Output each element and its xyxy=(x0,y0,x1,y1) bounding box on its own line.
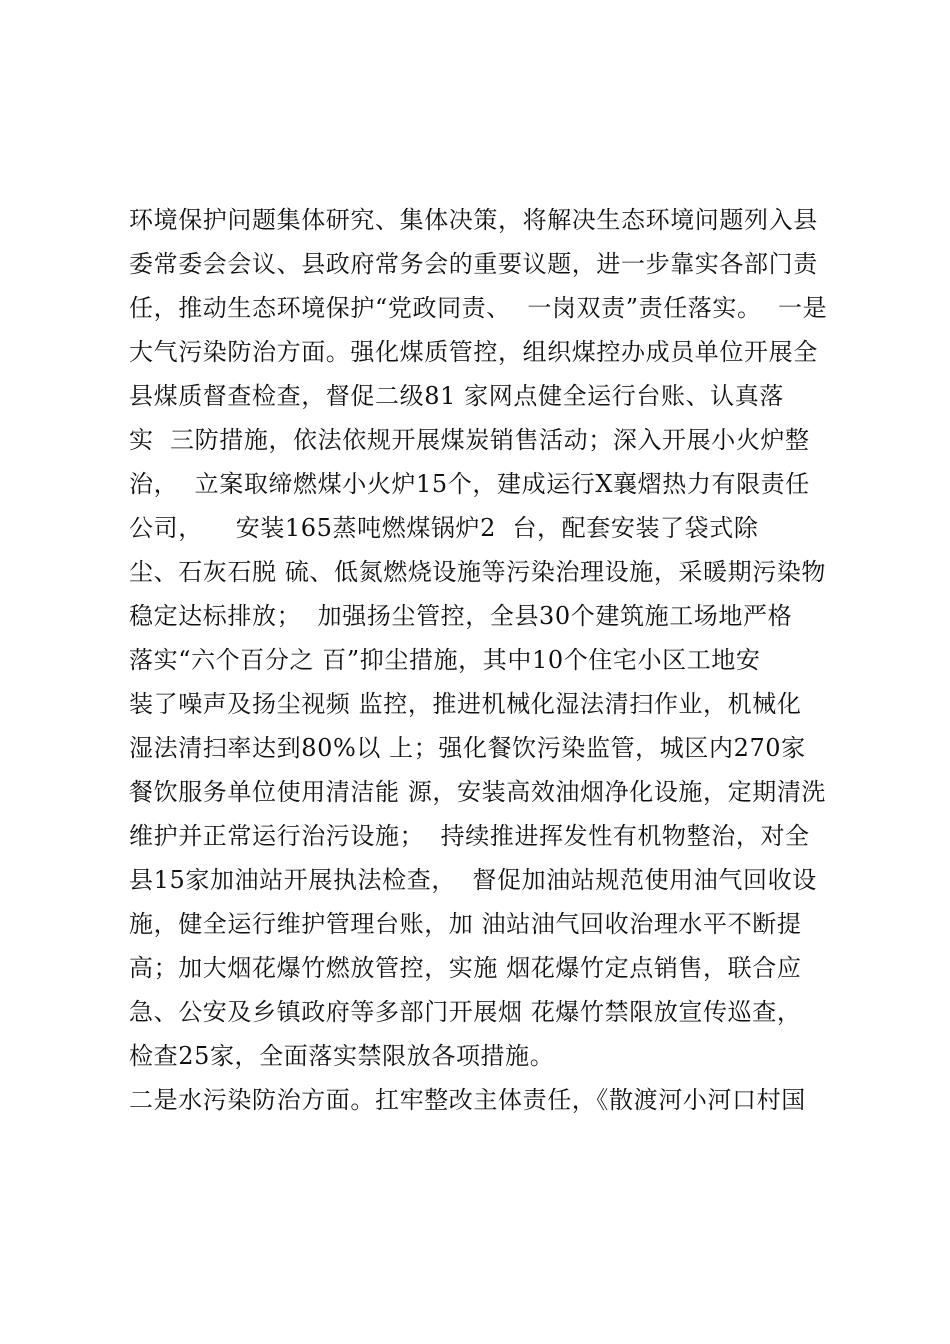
paragraph-line: 委常委会会议、县政府常务会的重要议题，进一步靠实各部门责 xyxy=(129,250,818,278)
paragraph-line: 湿法清扫率达到80%以 上；强化餐饮污染监管，城区内270家 xyxy=(129,734,806,762)
paragraph-line: 维护并正常运行治污设施； 持续推进挥发性有机物整治，对全 xyxy=(129,822,810,850)
paragraph-line: 装了噪声及扬尘视频 监控，推进机械化湿法清扫作业，机械化 xyxy=(129,690,802,718)
paragraph-line: 县15家加油站开展执法检查， 督促加油站规范使用油气回收设 xyxy=(129,866,817,894)
paragraph-line: 县煤质督查检查，督促二级81 家网点健全运行台账、认真落 xyxy=(129,382,784,410)
paragraph-line: 施，健全运行维护管理台账，加 油站油气回收治理水平不断提 xyxy=(129,910,802,938)
paragraph-line: 检查25家，全面落实禁限放各项措施。 xyxy=(129,1042,555,1070)
paragraph-line: 落实“六个百分之 百”抑尘措施，其中10个住宅小区工地安 xyxy=(129,646,761,674)
paragraph-line: 公司， 安装165蒸吨燃煤锅炉2 台，配套安装了袋式除 xyxy=(129,514,759,542)
paragraph-line: 稳定达标排放； 加强扬尘管控，全县30个建筑施工场地严格 xyxy=(129,602,793,630)
paragraph-line: 治， 立案取缔燃煤小火炉15个，建成运行X襄熠热力有限责任 xyxy=(129,470,810,498)
paragraph-line: 急、公安及乡镇政府等多部门开展烟 花爆竹禁限放宣传巡查， xyxy=(129,998,802,1026)
paragraph-line: 实 三防措施，依法依规开展煤炭销售活动；深入开展小火炉整 xyxy=(129,426,810,454)
paragraph-line: 餐饮服务单位使用清洁能 源，安装高效油烟净化设施，定期清洗 xyxy=(129,778,827,806)
paragraph-line: 环境保护问题集体研究、集体决策，将解决生态环境问题列入县 xyxy=(129,206,818,234)
paragraph-line: 高；加大烟花爆竹燃放管控，实施 烟花爆竹定点销售，联合应 xyxy=(129,954,802,982)
paragraph-line: 尘、石灰石脱 硫、低氮燃烧设施等污染治理设施，采暖期污染物 xyxy=(129,558,827,586)
paragraph-line: 大气污染防治方面。强化煤质管控，组织煤控办成员单位开展全 xyxy=(129,338,818,366)
paragraph-line: 任，推动生态环境保护“党政同责、 一岗双责”责任落实。 一是 xyxy=(129,294,828,322)
paragraph-line: 二是水污染防治方面。扛牢整改主体责任，《散渡河小河口村国 xyxy=(129,1086,806,1114)
